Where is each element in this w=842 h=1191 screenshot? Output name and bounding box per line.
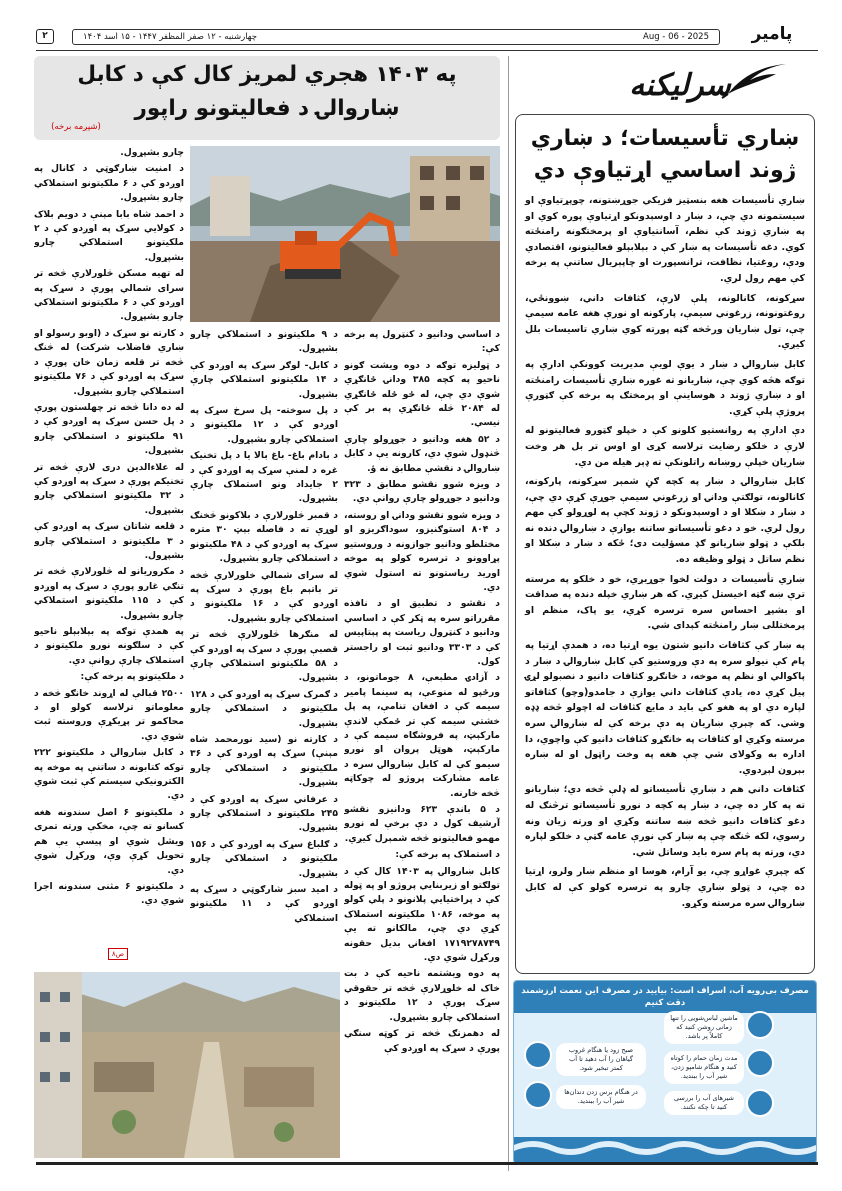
article-paragraph: له تهیه مسکن څلورلارې څخه تر سرای شمالي پورې د سړک په اوږدو کې د ۶ ملکیتونو استملاکي چارو بشپړول.: [34, 268, 184, 323]
editorial-paragraph: ښاري تأسیسات هغه بنسټیز فزیکي جوړښتونه، چوپړتیاوې او سیستمونه دي چې، د ښار د اوسېدونکو اړتیاوې پوره کوي او په ښاري ژوند کې نظم، آسانتیاوې او پرمختګونه رامنځته کوي. دغه تأسیسات په ښار کې د بېلابېلو فعالیتونو، اقتصادي ودې، روغتیا، نظافت، ترانسپورت او چاپېریال ساتنې په برخه کې مهم رول لري.: [525, 195, 805, 284]
page-number: ۲: [36, 29, 54, 44]
article-paragraph: د کابل- لوګر سړک په اوږدو کې د ۱۴ ملکیتونو استملاکي چارې بشپړول.: [190, 359, 338, 400]
article-paragraph: له منګرها څلورلارې څخه تر قصبې پورې د سړک په اوږدو کې د ۵۸ ملکیتونو استملاکي چارې بشپړول.: [190, 629, 338, 684]
article-paragraph: د ټولیزه توګه د دوه ویشت ګونو ناحیو په کچه ۳۸۵ ودانۍ ځانګړي شوې دي چې، له ځو ځله ځانګړي له ۲۰۸۴ څله ځانګړي په بر کې نیسي.: [344, 359, 500, 429]
plant-icon: [524, 1041, 552, 1069]
article-paragraph: د کارته نو (سید نورمحمد شاه مېنې) سړک په اوږدو کې د ۳۶ ملکیتونو د استملاکي چارو بشپړول.: [190, 733, 338, 789]
article-column-right: [344, 328, 500, 1158]
article-paragraph: له دهمزنګ څخه تر کوټه سنګي پورې د سړک په اوږدو کې: [344, 1028, 500, 1054]
date-en: Aug - 06 - 2025: [643, 32, 709, 42]
editorial-logo: سرلیکنه: [629, 68, 731, 103]
wave-decoration: [514, 1137, 816, 1163]
article-paragraph: د ۵ باندې ۶۲۳ ودانیزو نقشو آرشیف کول د دې برخې له نورو مهمو فعالیتونو څخه شمېرل کیږي.: [344, 804, 500, 844]
date-fa: چهارشنبه - ۱۲ صفر المظفر ۱۴۴۷ - ۱۵ اسد ۱۴۰۴: [83, 32, 257, 42]
toothbrush-icon: [524, 1081, 552, 1109]
editorial-paragraph: کثافات داني هم د ښاري تأسیساتو له ډلې څخه دي؛ ښاریانو ته په کار ده چې، د ښار په کچه د نورو تأسیساتو ترڅنګ له دغو کثافات دانیو څخه ښه ساتنه وکړي او ورته زیان ونه رسوي، لکه څنګه چې په ښار کې نورې عامه ګټې د خلکو لپاره دي، ورته په پام سره باید وساتل شي.: [525, 784, 805, 858]
article-paragraph: د امنیت ښارګوټي د کانال په اوږدو کې د ۶ ملکیتونو استملاکي چارو بشپړول.: [34, 163, 184, 204]
editorial-paragraph: په ښار کې کثافات دانیو شتون یوه اړتیا ده، د همدې اړتیا په پام کې نیولو سره په دې وروستیو کې کابل ښاروالۍ د ښار د پاکوالي او نظم په موخه، د خانګرو کثافات دانیو د نصبولو لړۍ پیل کړې ده، یادې کثافات داني یوازې د جامدو(وچو) کثافاتو لپاره دي او په هغو کې باید د مایع کثافات له اچولو څخه ډډه وشي. که چېرې ښاریان په دې برخه کې له ښاروالۍ سره مرسته وکړي او کثافات په خانګړو کثافات دانیو کې واچوي، دا اداره به وکولای شي چې هغه په وخت راټول او له ښاره بېرون لېږدوي.: [525, 640, 805, 776]
article-column-left: [34, 146, 184, 956]
editorial-paragraph: که چېرې غواړو چې، یو آرام، هوسا او منظم ښار ولرو، اړتیا ده چې، د ټولو ښاري چارو په ترسره کولو کې له کابل ښاروالۍ سره مرسته وکړو.: [525, 866, 805, 909]
newspaper-brand: پامیر: [751, 24, 793, 44]
article-paragraph: په همدې توګه په بېلابېلو ناحیو کې د سلګونه نورو ملکیتونو د استملاک چارې روانې دي.: [34, 626, 184, 666]
water-saving-ad: [513, 980, 817, 1164]
article-paragraph: په دوه ویشتمه ناحیه کې د بت خاک له خلوړلارې څخه تر حقوقي سړک پورې د ۱۲ ملکیتونو د استملاکي چارو بشپړول.: [344, 968, 500, 1023]
article-paragraph: د ګمرک سړک په اوږدو کې د ۱۲۸ ملکیتونو د استملاکي چارو بشپړول.: [190, 688, 338, 729]
article-paragraph: د ملکیتونو ۶ اصل سندونه هغه کسانو ته چې، مخکې ورته تمری ویشل شوي او پیسې یې هم تحویل کړې وې، ورکړل شوي دي.: [34, 806, 184, 876]
article-paragraph: د ګلباغ سړک په اوږدو کې د ۱۵۶ ملکیتونو د استملاکي چارو بشپړول.: [190, 838, 338, 879]
ad-tip: ماشین لباس‌شویی را تنها زمانی روشن کنید که کاملاً پر باشد.: [664, 1011, 744, 1044]
article-paragraph: د مکروریانو له څلورلارې څخه تر تنګي غارو پورې د سړک په اوږدو کې د ۱۱۵ ملکیتونو استملاکي چارو بشپړول.: [34, 566, 184, 621]
article-paragraph: د پل سوخته- پل سرخ سړک په اوږدو کې د ۱۲ ملکیتونو د استملاکي چارو بشپړول.: [190, 405, 338, 445]
article-paragraph: د ملکیتونو ۶ مثنی سندونه اجرا شوي دي.: [34, 880, 184, 907]
article-paragraph: چارو بشپړول.: [120, 147, 184, 158]
article-subheading: د ملکیتونو په برخه کې:: [80, 671, 184, 683]
ad-tip: صبح زود یا هنگام غروب گیاهان را آب دهید تا آب کمتر تبخیر شود.: [556, 1043, 646, 1076]
article-paragraph: د ۵۲ هغه ودانیو د جوړولو چارې څنډول شوې دي، کارونه یې د کابل ښاروالۍ د نقشې مطابق نه ؤ.: [344, 433, 500, 474]
article-paragraph: د ویزه شوو نقشو مطابق د ۳۲۳ ودانیو د جوړولو چارې روانې دي.: [344, 479, 500, 505]
article-paragraph: د ۹ ملکیتونو د استملاکي چارو بشپړول.: [190, 329, 338, 355]
ad-tip: شیرهای آب را بررسی کنید تا چکه نکنند.: [664, 1091, 744, 1115]
article-paragraph: د کارته نو سړک د (اوبو رسولو او ښاري فاضلاب شرکت) له څنګ څخه تر قلعه زمان خان پورې د سړک په اوږدو کې د ۷۶ ملکیتونو استملاکي چارو بشپړول.: [34, 327, 184, 397]
ad-title: مصرف بی‌رویه آب، اسراف است: بیایید در مصرف این نعمت ارزشمند دقت کنیم: [514, 981, 816, 1013]
article-paragraph: له سرای شمالي خلورلارې څخه تر باتېم باغ پورې د سړک په اوږدو کې د ۱۶ ملکیتونو د استملاکي چارو بشپړول.: [190, 569, 338, 624]
demolition-excavator-photo: [190, 146, 500, 322]
date-line: [72, 29, 720, 45]
article-part-label: (شپږمه برخه): [51, 122, 101, 132]
editorial-box: [515, 114, 815, 974]
article-paragraph: د قمبر څلورلارې د بلاکونو څخنګ لوړې ته د فاصله بېټ ۳۰ متره سړک په اوږدو کې د ۴۸ ملکیتونو د استملاکي چارو بشپړول.: [190, 509, 338, 565]
article-subheading: د استملاک په برخه کې:: [395, 849, 500, 861]
article-paragraph: د نقشو د تطبیق او د نافذه مقرراتو سره په ټکر کې د اساسي ودانیو د کنټرول ریاست په پېتاپیس کې د ۳۳۰۳ ودانیو ثبت او راجستر کول.: [344, 598, 500, 667]
faucet-icon: [746, 1089, 774, 1117]
editorial-paragraph: کابل ښاروالۍ د ښار په کچه ګڼ شمېر سړکونه، پارکونه، کانالونه، تولګتې ودانۍ او زرغوني سیمې جوړې کړې دي چې، د ښار د ښکلا او د اوسېدونکو د ژوند کچې په لوړولو کې مهم رول لري. خو د دغو تأسیساتو ساتنه یوازې د ښاروالۍ دنده نه بلکې د ټولو ښاریانو ګډ مسؤلیت دی؛ ځکه د ښار د ښکلا او نظم ساتل د ټولو وظیفه ده.: [525, 476, 805, 566]
ad-tip: مدت زمان حمام را کوتاه کنید و هنگام شامپو زدن، شیر آب را ببندید.: [664, 1051, 744, 1084]
article-paragraph: د احمد شاه بابا مېنې د دویم بلاک د کولايي سړک په اوږدو کې د ۲ ملکیتونو استملاکي چارو بشپړول.: [34, 208, 184, 263]
editorial-title: ښاري تأسیسات؛ د ښاري ژوند اساسي اړتیاوې دي: [530, 126, 800, 183]
article-paragraph: له ده دانا څخه تر چهلستون پورې د پل حسن سړک په اوږدو کې د ۹۱ ملکیتونو د استملاکي چارو بشپړول.: [34, 401, 184, 457]
article-paragraph: د قلعه شاتان سړک په اوږدو کې د ۳ ملکیتونو د استملاکي چارو بشپړول.: [34, 521, 184, 561]
article-column-middle: [190, 328, 338, 958]
editorial-paragraph: سړکونه، کانالونه، پلې لارې، کثافات داني، ښوونځي، روغتونونه، زرغوني سیمې، پارکونه او نورې هغه عامه سیمې چې، تول ښاریان ورڅخه ګټه پورته کوي ښاري تاسیسات بلل کیږي.: [525, 292, 805, 351]
editorial-body: [525, 193, 805, 911]
column-divider: [508, 56, 509, 1171]
editorial-paragraph: ښاري تأسیسات د دولت لخوا جوړیږي، خو د خلکو په مرسته ترې ښه ګټه اخیستل کیږي. که هر ښاري خپله دنده په صداقت او بشپړ احساس سره ترسره کړي، یو پاک، منظم او پرمختللی ښار رامنځته کېدای شي.: [525, 573, 805, 632]
city-aerial-photo: [34, 972, 340, 1158]
ad-tip: در هنگام برس زدن دندان‌ها شیر آب را ببندید.: [556, 1085, 646, 1109]
article-paragraph: د کابل ښاروالۍ د ملکیتونو ۲۲۲ توکه کتابونه د ساتنې په موخه په الکترونیکي سیستم کې ثبت شوي دي.: [34, 747, 184, 802]
article-paragraph: کابل ښاروالۍ په ۱۴۰۳ کال کې د تولګتو او زیربنایي پروژو او په ټوله کې د پراختیایي پلانونو د پلي کولو په موخه، ۱۰۸۶ ملکیتونه استملاک کړي دي چې، مالکانو ته یې ۱۷۱۹۲۷۸۷۴۹ افغانۍ بدیل حقونه ورکړل شوي دي.: [344, 865, 500, 964]
article-headline: په ۱۴۰۳ هجري لمریز کال کې د کابل ښاروالۍ د فعالیتونو راپور: [77, 62, 457, 121]
article-paragraph: د ویزه شوو نقشو ودانۍ او روسته، د ۸۰۴ استوګنیزو، سوداګریزو او مختلطو ودانیو جوازونه د وروستیو پړاوونو د ترسره کولو په موخه اورید ریاستونو ته استول شوي دي.: [344, 509, 500, 593]
article-paragraph: د بادام باغ- باغ بالا یا د پل تخنیک غره د لمنې سړک په اوږدو کې د ۲ جایداد ونو استملاک چارې بشپړول.: [190, 450, 338, 505]
shower-icon: [746, 1049, 774, 1077]
washing-machine-icon: [746, 1011, 774, 1039]
article-paragraph: د آزادۍ مطبعې، ۸ جوماتونو، د ورځپو له منوعې، په سینما پامیر سیمه کې د افغان تنامې، په پل خشتي سیمه کې تر ځمکې لاندې مارکېټ، په فروشګاه سیمه کې د مارکېټ، هوټل پروان او نورو سیمو کې له کابل ښاروالۍ سره د عامه مشارکت پروژو له چوکاټه څخه خارنه.: [344, 672, 500, 799]
article-paragraph: د امید سبز شارګوټي د سړک په اوږدو کې د ۱۱ ملکیتونو استملاکي: [190, 884, 338, 924]
header-rule: [36, 50, 818, 51]
continuation-mark: ص۸: [108, 948, 128, 960]
article-subheading: د اساسي ودانیو د کنټرول په برخه کې:: [344, 329, 500, 355]
editorial-paragraph: دې ادارې په روانستیو کلونو کې د خپلو ګټورو فعالیتونو له لارې د خلکو رضایت ترلاسه کړی او اوس تر بل هر وخت ښاریان خپلې روښانه راتلونکې ته ډېر هیله من دي.: [525, 425, 805, 468]
footer-rule: [36, 1162, 818, 1165]
article-paragraph: له علاءالدین دری لارې څخه تر تخنیکم پورې د سړک په اوږدو کې د ۳۲ ملکیتونو استملاکي چارو بشپړول.: [34, 461, 184, 516]
editorial-paragraph: کابل ښاروالۍ د ښار د یوې لویې مدیریت کوونکې ادارې په توګه هڅه کوي چې، ښاریانو ته غوره ښاري تأسیسات رامنځته او د ښاري ژوند د هوساینې او پرمختګ په برخه کې ګټورې پروژې پلې کړي.: [525, 358, 805, 417]
article-paragraph: د عرفاني سړک په اوږدو کې د ۲۴۵ ملکیتونو د استملاکي چارو بشپړول.: [190, 793, 338, 834]
article-paragraph: ۲۵۰۰ قبالې له اړوند خانګو څخه د معلوماتو ترلاسه کولو او د محاکمو تر پړیکړې وروسته ثبت شوي دي.: [34, 687, 184, 742]
